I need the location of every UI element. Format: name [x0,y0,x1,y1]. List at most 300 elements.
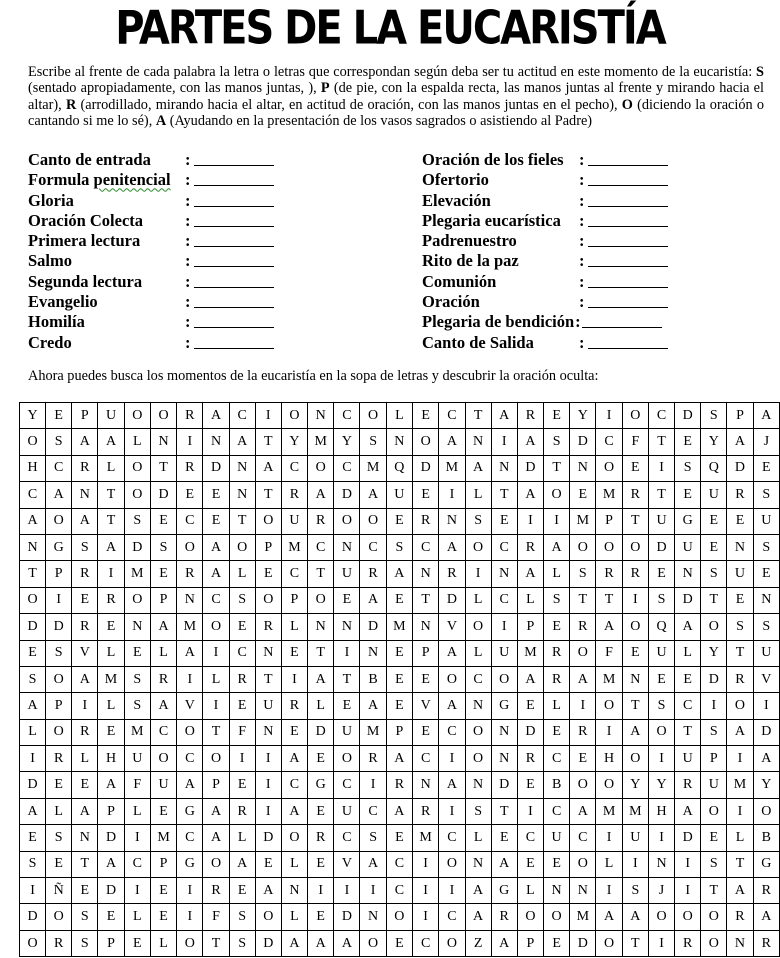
grid-cell[interactable]: Y [701,640,727,666]
grid-cell[interactable]: S [570,561,596,587]
answer-blank[interactable] [194,287,274,288]
grid-cell[interactable]: I [334,878,360,904]
grid-cell[interactable]: I [229,746,255,772]
grid-cell[interactable]: T [465,403,491,429]
grid-cell[interactable]: G [491,693,517,719]
grid-cell[interactable]: T [491,482,517,508]
grid-cell[interactable]: O [701,614,727,640]
grid-cell[interactable]: O [465,614,491,640]
grid-cell[interactable]: E [544,614,570,640]
grid-cell[interactable]: C [177,825,203,851]
grid-cell[interactable]: E [150,561,176,587]
grid-cell[interactable]: E [98,614,124,640]
grid-cell[interactable]: M [413,825,439,851]
grid-cell[interactable]: I [255,772,281,798]
grid-cell[interactable]: F [596,640,622,666]
grid-cell[interactable]: A [675,798,701,824]
grid-cell[interactable]: L [281,904,307,930]
grid-cell[interactable]: E [570,482,596,508]
grid-cell[interactable]: Z [465,930,491,956]
grid-cell[interactable]: I [596,403,622,429]
grid-cell[interactable]: N [753,587,779,613]
grid-cell[interactable]: I [701,693,727,719]
grid-cell[interactable]: A [20,798,46,824]
grid-cell[interactable]: C [544,798,570,824]
grid-cell[interactable]: M [570,508,596,534]
grid-cell[interactable]: S [229,930,255,956]
grid-cell[interactable]: R [517,403,543,429]
grid-cell[interactable]: A [386,561,412,587]
grid-cell[interactable]: N [622,666,648,692]
grid-cell[interactable]: S [72,534,98,560]
grid-cell[interactable]: U [648,640,674,666]
grid-cell[interactable]: V [177,693,203,719]
grid-cell[interactable]: O [334,508,360,534]
answer-blank[interactable] [588,226,668,227]
grid-cell[interactable]: A [360,482,386,508]
grid-cell[interactable]: E [255,561,281,587]
grid-cell[interactable]: A [439,640,465,666]
grid-cell[interactable]: I [255,746,281,772]
grid-cell[interactable]: L [465,640,491,666]
grid-cell[interactable]: I [648,930,674,956]
grid-cell[interactable]: E [98,719,124,745]
grid-cell[interactable]: Y [281,429,307,455]
grid-cell[interactable]: S [675,455,701,481]
grid-cell[interactable]: I [622,587,648,613]
grid-cell[interactable]: T [648,429,674,455]
grid-cell[interactable]: O [648,719,674,745]
grid-cell[interactable]: T [334,666,360,692]
grid-cell[interactable]: A [20,508,46,534]
grid-cell[interactable]: O [150,746,176,772]
grid-cell[interactable]: U [753,508,779,534]
grid-cell[interactable]: B [753,825,779,851]
grid-cell[interactable]: P [255,534,281,560]
grid-cell[interactable]: O [544,904,570,930]
grid-cell[interactable]: N [465,851,491,877]
grid-cell[interactable]: A [622,719,648,745]
grid-cell[interactable]: R [72,561,98,587]
grid-cell[interactable]: A [255,455,281,481]
grid-cell[interactable]: E [124,640,150,666]
grid-cell[interactable]: M [596,798,622,824]
grid-cell[interactable]: E [177,482,203,508]
grid-cell[interactable]: I [491,429,517,455]
grid-cell[interactable]: I [727,798,753,824]
grid-cell[interactable]: N [648,851,674,877]
grid-cell[interactable]: U [648,508,674,534]
grid-cell[interactable]: E [20,640,46,666]
grid-cell[interactable]: T [203,719,229,745]
grid-cell[interactable]: T [413,587,439,613]
answer-blank[interactable] [588,165,668,166]
grid-cell[interactable]: E [124,930,150,956]
grid-cell[interactable]: I [675,851,701,877]
grid-cell[interactable]: S [124,693,150,719]
grid-cell[interactable]: A [46,482,72,508]
grid-cell[interactable]: A [98,534,124,560]
grid-cell[interactable]: S [648,587,674,613]
grid-cell[interactable]: L [465,587,491,613]
grid-cell[interactable]: U [753,640,779,666]
grid-cell[interactable]: O [675,904,701,930]
grid-cell[interactable]: E [20,825,46,851]
grid-cell[interactable]: N [281,878,307,904]
answer-blank[interactable] [194,348,274,349]
grid-cell[interactable]: N [413,772,439,798]
grid-cell[interactable]: I [177,904,203,930]
grid-cell[interactable]: E [281,640,307,666]
grid-cell[interactable]: A [727,429,753,455]
grid-cell[interactable]: P [517,930,543,956]
grid-cell[interactable]: C [281,772,307,798]
grid-cell[interactable]: F [124,772,150,798]
grid-cell[interactable]: D [727,455,753,481]
grid-cell[interactable]: I [570,693,596,719]
grid-cell[interactable]: E [308,851,334,877]
grid-cell[interactable]: T [308,561,334,587]
grid-cell[interactable]: O [596,772,622,798]
grid-cell[interactable]: C [20,482,46,508]
grid-cell[interactable]: O [596,534,622,560]
grid-cell[interactable]: N [229,455,255,481]
grid-cell[interactable]: A [386,746,412,772]
grid-cell[interactable]: C [386,851,412,877]
grid-cell[interactable]: L [544,561,570,587]
grid-cell[interactable]: I [98,561,124,587]
grid-cell[interactable]: O [20,429,46,455]
grid-cell[interactable]: D [46,614,72,640]
grid-cell[interactable]: O [544,482,570,508]
grid-cell[interactable]: V [334,851,360,877]
grid-cell[interactable]: P [701,746,727,772]
grid-cell[interactable]: S [465,508,491,534]
grid-cell[interactable]: R [177,403,203,429]
grid-cell[interactable]: I [596,878,622,904]
grid-cell[interactable]: M [281,534,307,560]
grid-cell[interactable]: D [491,772,517,798]
grid-cell[interactable]: T [701,878,727,904]
grid-cell[interactable]: A [203,798,229,824]
grid-cell[interactable]: A [491,403,517,429]
grid-cell[interactable]: M [98,666,124,692]
grid-cell[interactable]: E [544,719,570,745]
grid-cell[interactable]: T [308,640,334,666]
grid-cell[interactable]: D [753,719,779,745]
grid-cell[interactable]: E [622,640,648,666]
grid-cell[interactable]: O [255,587,281,613]
grid-cell[interactable]: O [596,455,622,481]
grid-cell[interactable]: I [255,403,281,429]
grid-cell[interactable]: L [124,429,150,455]
grid-cell[interactable]: I [517,798,543,824]
answer-blank[interactable] [588,266,668,267]
grid-cell[interactable]: U [334,798,360,824]
grid-cell[interactable]: I [675,878,701,904]
grid-cell[interactable]: E [570,746,596,772]
grid-cell[interactable]: P [413,640,439,666]
grid-cell[interactable]: T [20,561,46,587]
grid-cell[interactable]: E [72,772,98,798]
grid-cell[interactable]: O [622,534,648,560]
grid-cell[interactable]: R [727,482,753,508]
grid-cell[interactable]: E [46,403,72,429]
grid-cell[interactable]: V [753,666,779,692]
grid-cell[interactable]: S [20,666,46,692]
grid-cell[interactable]: A [20,693,46,719]
grid-cell[interactable]: A [360,587,386,613]
grid-cell[interactable]: I [648,825,674,851]
grid-cell[interactable]: A [517,666,543,692]
grid-cell[interactable]: M [439,455,465,481]
grid-cell[interactable]: C [360,798,386,824]
grid-cell[interactable]: R [596,561,622,587]
grid-cell[interactable]: S [46,429,72,455]
grid-cell[interactable]: O [124,455,150,481]
grid-cell[interactable]: D [570,429,596,455]
grid-cell[interactable]: E [675,666,701,692]
grid-cell[interactable]: P [203,772,229,798]
grid-cell[interactable]: R [177,455,203,481]
grid-cell[interactable]: H [596,746,622,772]
grid-cell[interactable]: R [46,746,72,772]
grid-cell[interactable]: R [570,614,596,640]
grid-cell[interactable]: N [308,403,334,429]
grid-cell[interactable]: R [413,798,439,824]
grid-cell[interactable]: L [229,825,255,851]
grid-cell[interactable]: A [596,614,622,640]
grid-cell[interactable]: N [439,508,465,534]
grid-cell[interactable]: M [727,772,753,798]
grid-cell[interactable]: E [308,904,334,930]
grid-cell[interactable]: S [360,825,386,851]
grid-cell[interactable]: A [177,640,203,666]
grid-cell[interactable]: D [150,482,176,508]
grid-cell[interactable]: E [753,561,779,587]
grid-cell[interactable]: E [334,693,360,719]
grid-cell[interactable]: G [491,878,517,904]
grid-cell[interactable]: A [465,904,491,930]
grid-cell[interactable]: I [124,878,150,904]
grid-cell[interactable]: A [281,930,307,956]
grid-cell[interactable]: C [334,403,360,429]
grid-cell[interactable]: A [465,878,491,904]
grid-cell[interactable]: S [701,403,727,429]
grid-cell[interactable]: A [439,534,465,560]
grid-cell[interactable]: N [465,429,491,455]
grid-cell[interactable]: Ñ [46,878,72,904]
grid-cell[interactable]: O [124,482,150,508]
grid-cell[interactable]: O [465,746,491,772]
grid-cell[interactable]: L [308,693,334,719]
grid-cell[interactable]: E [98,904,124,930]
grid-cell[interactable]: L [98,693,124,719]
grid-cell[interactable]: U [334,561,360,587]
grid-cell[interactable]: R [229,666,255,692]
grid-cell[interactable]: Y [701,429,727,455]
grid-cell[interactable]: S [46,640,72,666]
grid-cell[interactable]: S [150,534,176,560]
grid-cell[interactable]: O [753,798,779,824]
grid-cell[interactable]: M [360,455,386,481]
grid-cell[interactable]: O [386,904,412,930]
answer-blank[interactable] [194,206,274,207]
grid-cell[interactable]: L [517,587,543,613]
grid-cell[interactable]: N [465,693,491,719]
grid-cell[interactable]: U [124,746,150,772]
grid-cell[interactable]: J [648,878,674,904]
grid-cell[interactable]: C [177,746,203,772]
grid-cell[interactable]: I [20,878,46,904]
grid-cell[interactable]: O [177,534,203,560]
grid-cell[interactable]: C [413,746,439,772]
grid-cell[interactable]: A [150,614,176,640]
grid-cell[interactable]: R [203,878,229,904]
grid-cell[interactable]: O [150,403,176,429]
grid-cell[interactable]: R [386,772,412,798]
grid-cell[interactable]: A [203,534,229,560]
grid-cell[interactable]: E [622,455,648,481]
answer-blank[interactable] [588,348,668,349]
grid-cell[interactable]: E [308,798,334,824]
grid-cell[interactable]: C [439,403,465,429]
grid-cell[interactable]: C [544,746,570,772]
grid-cell[interactable]: O [439,666,465,692]
grid-cell[interactable]: M [622,798,648,824]
grid-cell[interactable]: S [465,798,491,824]
grid-cell[interactable]: E [675,429,701,455]
grid-cell[interactable]: E [727,508,753,534]
grid-cell[interactable]: A [570,666,596,692]
grid-cell[interactable]: R [544,666,570,692]
grid-cell[interactable]: N [20,534,46,560]
grid-cell[interactable]: A [308,930,334,956]
grid-cell[interactable]: P [150,851,176,877]
grid-cell[interactable]: N [72,482,98,508]
grid-cell[interactable]: N [72,825,98,851]
grid-cell[interactable]: R [753,930,779,956]
grid-cell[interactable]: A [72,429,98,455]
grid-cell[interactable]: S [20,851,46,877]
grid-cell[interactable]: I [360,772,386,798]
grid-cell[interactable]: E [255,851,281,877]
grid-cell[interactable]: T [544,455,570,481]
grid-cell[interactable]: C [177,508,203,534]
grid-cell[interactable]: E [386,508,412,534]
grid-cell[interactable]: S [229,904,255,930]
grid-cell[interactable]: R [281,693,307,719]
grid-cell[interactable]: M [150,825,176,851]
grid-cell[interactable]: O [177,930,203,956]
grid-cell[interactable]: P [150,587,176,613]
grid-cell[interactable]: P [46,693,72,719]
grid-cell[interactable]: R [308,508,334,534]
grid-cell[interactable]: N [360,904,386,930]
grid-cell[interactable]: I [203,640,229,666]
grid-cell[interactable]: A [72,666,98,692]
grid-cell[interactable]: I [20,746,46,772]
grid-cell[interactable]: A [465,455,491,481]
grid-cell[interactable]: M [596,666,622,692]
grid-cell[interactable]: Q [386,455,412,481]
grid-cell[interactable]: E [413,666,439,692]
grid-cell[interactable]: E [386,666,412,692]
grid-cell[interactable]: R [622,561,648,587]
grid-cell[interactable]: D [334,904,360,930]
grid-cell[interactable]: D [255,930,281,956]
grid-cell[interactable]: I [203,693,229,719]
grid-cell[interactable]: O [570,534,596,560]
grid-cell[interactable]: U [150,772,176,798]
grid-cell[interactable]: D [20,614,46,640]
grid-cell[interactable]: R [727,666,753,692]
grid-cell[interactable]: I [596,719,622,745]
grid-cell[interactable]: A [727,719,753,745]
grid-cell[interactable]: Y [570,403,596,429]
grid-cell[interactable]: A [334,930,360,956]
grid-cell[interactable]: R [308,825,334,851]
grid-cell[interactable]: L [727,825,753,851]
grid-cell[interactable]: I [413,904,439,930]
grid-cell[interactable]: E [517,693,543,719]
grid-cell[interactable]: I [360,878,386,904]
grid-cell[interactable]: Y [753,772,779,798]
grid-cell[interactable]: C [124,851,150,877]
grid-cell[interactable]: N [570,455,596,481]
grid-cell[interactable]: C [150,719,176,745]
grid-cell[interactable]: I [46,587,72,613]
grid-cell[interactable]: O [465,534,491,560]
grid-cell[interactable]: T [648,482,674,508]
grid-cell[interactable]: E [544,930,570,956]
grid-cell[interactable]: L [229,561,255,587]
grid-cell[interactable]: T [675,719,701,745]
grid-cell[interactable]: D [675,403,701,429]
grid-cell[interactable]: O [255,508,281,534]
grid-cell[interactable]: T [596,587,622,613]
grid-cell[interactable]: O [124,403,150,429]
grid-cell[interactable]: E [753,455,779,481]
grid-cell[interactable]: N [229,482,255,508]
grid-cell[interactable]: L [281,851,307,877]
grid-cell[interactable]: E [72,878,98,904]
grid-cell[interactable]: E [727,587,753,613]
grid-cell[interactable]: M [124,561,150,587]
grid-cell[interactable]: O [360,508,386,534]
grid-cell[interactable]: O [648,904,674,930]
grid-cell[interactable]: D [255,825,281,851]
grid-cell[interactable]: L [98,640,124,666]
grid-cell[interactable]: N [334,614,360,640]
grid-cell[interactable]: R [753,878,779,904]
grid-cell[interactable]: E [386,825,412,851]
grid-cell[interactable]: O [360,930,386,956]
grid-cell[interactable]: L [46,798,72,824]
grid-cell[interactable]: E [46,851,72,877]
grid-cell[interactable]: A [517,561,543,587]
answer-blank[interactable] [588,206,668,207]
grid-cell[interactable]: C [360,534,386,560]
grid-cell[interactable]: E [386,693,412,719]
grid-cell[interactable]: U [334,719,360,745]
grid-cell[interactable]: E [413,482,439,508]
grid-cell[interactable]: E [701,534,727,560]
grid-cell[interactable]: U [98,403,124,429]
grid-cell[interactable]: O [413,429,439,455]
grid-cell[interactable]: D [98,825,124,851]
grid-cell[interactable]: N [255,640,281,666]
